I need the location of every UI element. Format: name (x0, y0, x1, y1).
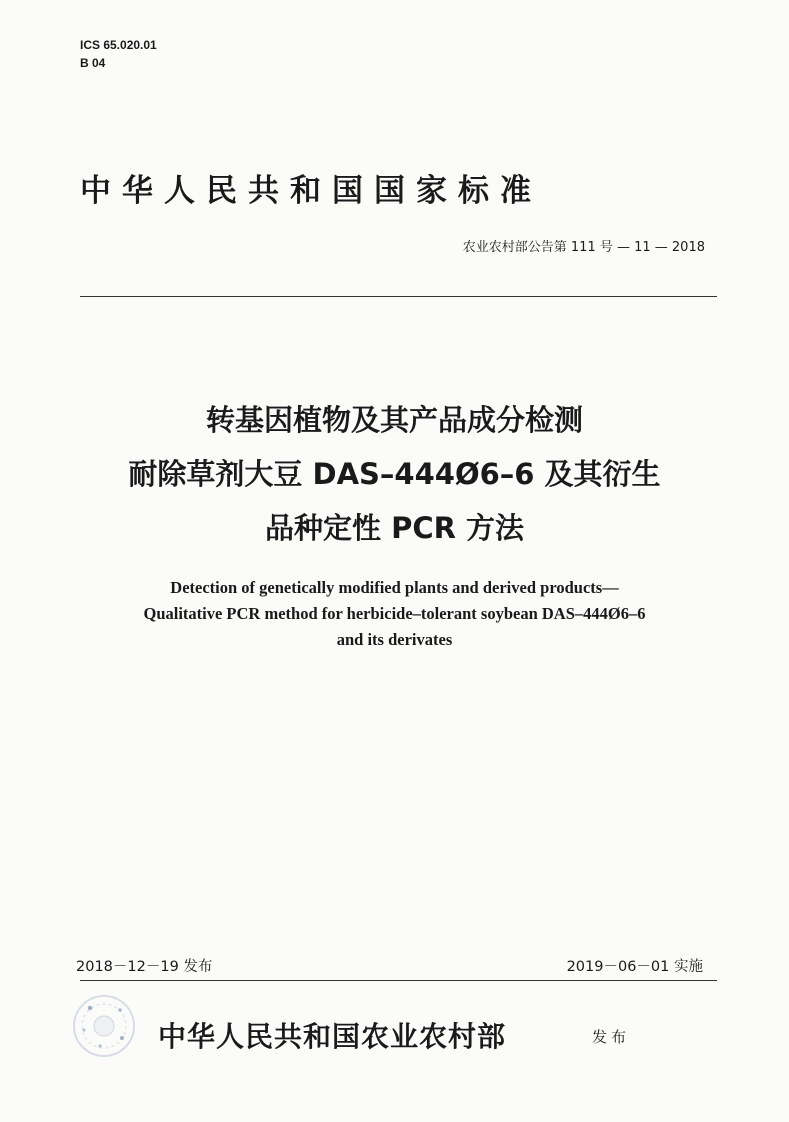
chinese-title-line-1: 转基因植物及其产品成分检测 (205, 403, 583, 437)
issue-date: 2018－12－19 发布 (76, 959, 213, 975)
bottom-divider (80, 980, 717, 981)
standard-number: 农业农村部公告第 111 号 — 11 — 2018 (462, 240, 705, 255)
issuing-authority-suffix: 发布 (592, 1028, 631, 1046)
implementation-date: 2019－06－01 实施 (566, 959, 703, 975)
ministry-seal-icon (70, 992, 138, 1060)
ccs-code: B 04 (80, 56, 106, 70)
english-title-line-2: Qualitative PCR method for herbicide–tolerant soybean DAS–444Ø6–6 (143, 604, 646, 623)
chinese-title-line-2: 耐除草剂大豆 DAS–444Ø6–6 及其衍生 (128, 457, 661, 491)
top-divider (80, 296, 717, 297)
english-title-line-1: Detection of genetically modified plants and derived products— (170, 578, 619, 597)
ics-code: ICS 65.020.01 (80, 38, 157, 52)
chinese-title-line-3: 品种定性 PCR 方法 (264, 511, 525, 545)
issuing-authority: 中华人民共和国农业农村部 (158, 1020, 507, 1053)
chinese-title (0, 393, 789, 555)
english-title-line-3: and its derivates (336, 630, 453, 649)
national-standard-title: 中华人民共和国国家标准 (80, 173, 542, 209)
classification-codes (80, 36, 157, 72)
english-title (0, 575, 789, 653)
